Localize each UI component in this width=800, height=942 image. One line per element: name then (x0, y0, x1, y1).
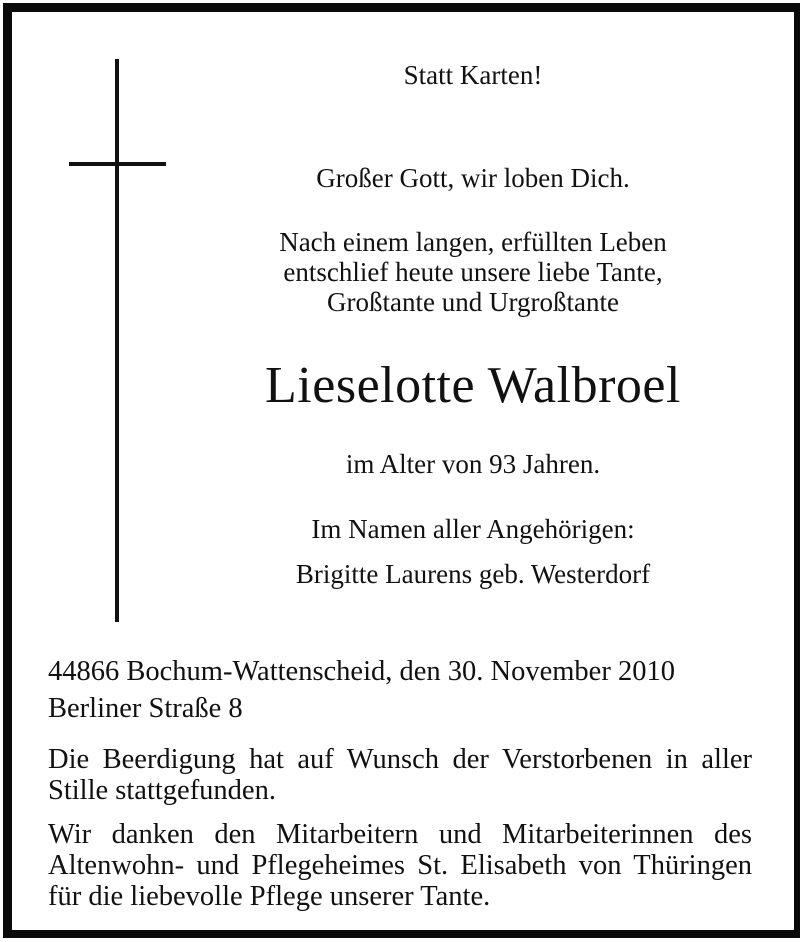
thanks-paragraph (48, 819, 752, 912)
address-street: Berliner Straße 8 (48, 693, 243, 724)
deceased-name: Lieselotte Walbroel (265, 357, 681, 414)
family-label: Im Namen aller Angehörigen: (311, 514, 635, 544)
announcement-line: Großtante und Urgroßtante (327, 287, 619, 317)
thanks-line: für die liebevolle Pflege unserer Tante. (48, 881, 491, 912)
burial-note-line: Stille stattgefunden. (48, 775, 276, 806)
thanks-line: Altenwohn- und Pflegeheimes St. Elisabeth von Thüringen (48, 850, 752, 881)
verse-text: Großer Gott, wir loben Dich. (316, 163, 630, 193)
cross-icon (115, 59, 119, 622)
address-place-date: 44866 Bochum-Wattenscheid, den 30. November 2010 (48, 656, 675, 687)
family-signer: Brigitte Laurens geb. Westerdorf (295, 559, 651, 589)
burial-note-line: Die Beerdigung hat auf Wunsch der Verstorbenen in aller (48, 744, 752, 775)
thanks-line: Wir danken den Mitarbeitern und Mitarbeiterinnen des (48, 819, 752, 850)
cross-icon-crossbar (69, 162, 166, 166)
announcement-line: entschlief heute unsere liebe Tante, (283, 257, 663, 287)
intro-text: Statt Karten! (403, 60, 543, 90)
age-line: im Alter von 93 Jahren. (345, 449, 601, 479)
announcement-line: Nach einem langen, erfüllten Leben (279, 227, 667, 257)
burial-note (48, 744, 752, 806)
